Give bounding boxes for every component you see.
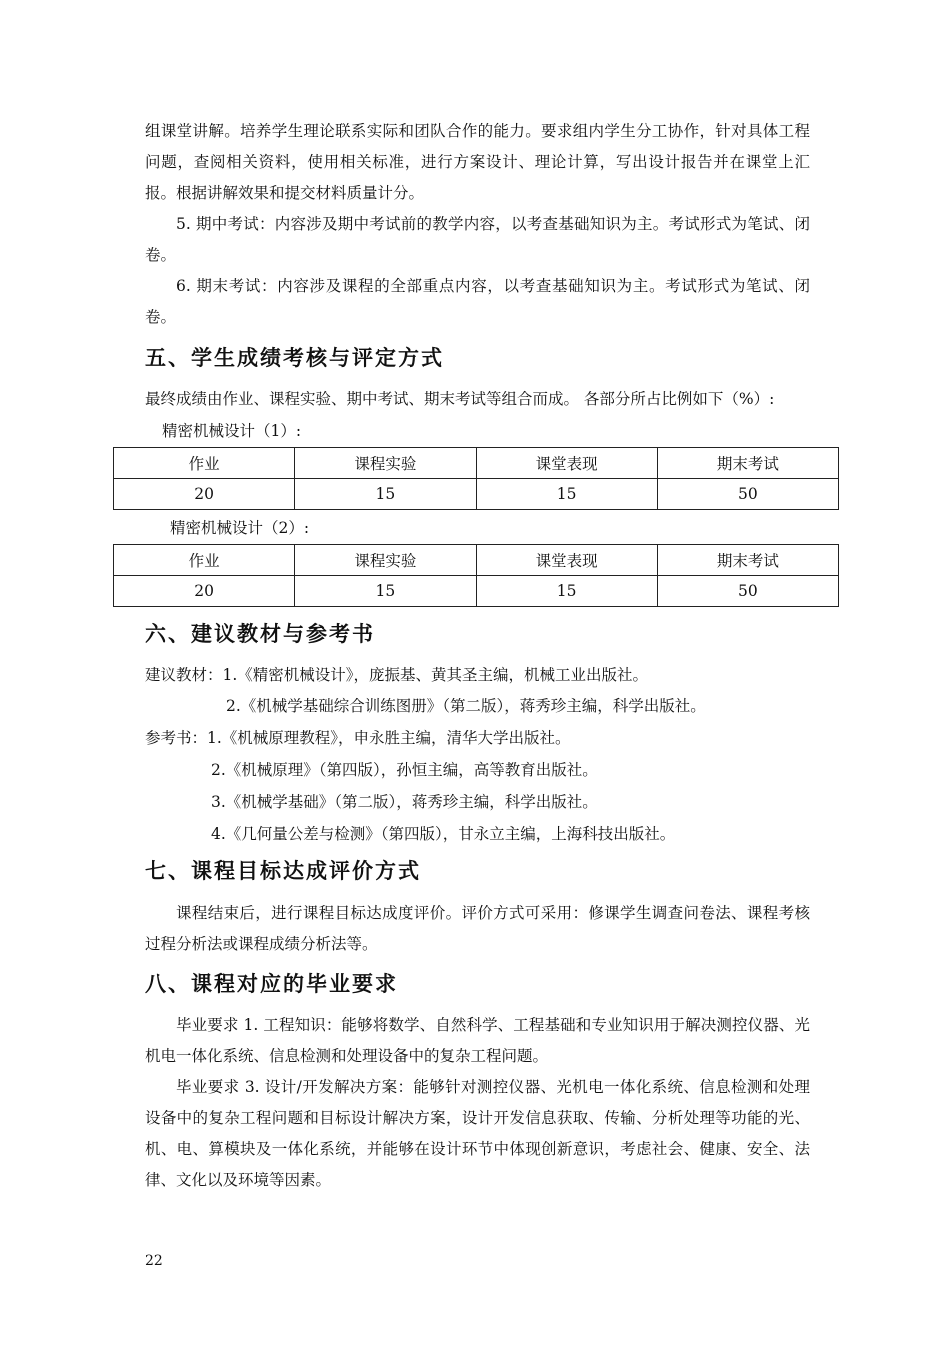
graduation-requirement-1: 毕业要求 1. 工程知识：能够将数学、自然科学、工程基础和专业知识用于解决测控仪器、光机电一体化系统、信息检测和处理设备中的复杂工程问题。: [145, 1016, 810, 1065]
table-cell: 20: [114, 479, 295, 510]
table-row: [114, 479, 839, 510]
table-header-cell: 期末考试: [657, 448, 838, 479]
table-header-cell: 期末考试: [657, 545, 838, 576]
assessment-item-final: 6. 期末考试：内容涉及课程的全部重点内容，以考查基础知识为主。考试形式为笔试、闭卷。: [145, 277, 810, 326]
section-8-heading: 八、课程对应的毕业要求: [145, 972, 398, 996]
assessment-item-midterm: 5. 期中考试：内容涉及期中考试前的教学内容，以考查基础知识为主。考试形式为笔试、闭卷。: [145, 215, 810, 264]
textbook-item: 2.《机械学基础综合训练图册》（第二版），蒋秀珍主编，科学出版社。: [226, 697, 706, 715]
table-cell: 15: [476, 576, 657, 607]
grade-composition-intro: 最终成绩由作业、课程实验、期中考试、期末考试等组合而成。 各部分所占比例如下（%）:: [145, 390, 775, 408]
reference-prefix: 参考书：: [145, 729, 208, 747]
table-cell: 15: [295, 576, 476, 607]
reference-item: 2.《机械原理》（第四版），孙恒主编，高等教育出版社。: [211, 761, 598, 779]
graduation-requirement-3: 毕业要求 3. 设计/开发解决方案：能够针对测控仪器、光机电一体化系统、信息检测和处理设备中的复杂工程问题和目标设计解决方案，设计开发信息获取、传输、分析处理等功能的光、机、电、算模块及一体化系统，并能够在设计环节中体现创新意识，考虑社会、健康、安全、法律、文化以及环境等因素。: [145, 1078, 810, 1189]
textbook-prefix: 建议教材：: [145, 666, 223, 684]
table-cell: 15: [476, 479, 657, 510]
table-header-row: [114, 545, 839, 576]
evaluation-method-text: 课程结束后，进行课程目标达成度评价。评价方式可采用：修课学生调查问卷法、课程考核过程分析法或课程成绩分析法等。: [145, 904, 810, 953]
grade-table-2: [113, 544, 839, 607]
table-header-cell: 课程实验: [295, 545, 476, 576]
reference-item: 4.《几何量公差与检测》（第四版），甘永立主编，上海科技出版社。: [211, 825, 676, 843]
textbook-item: 1.《精密机械设计》，庞振基、黄其圣主编，机械工业出版社。: [222, 666, 649, 684]
table-header-cell: 课堂表现: [476, 545, 657, 576]
table-cell: 20: [114, 576, 295, 607]
reference-item: 1.《机械原理教程》，申永胜主编，清华大学出版社。: [207, 729, 571, 747]
assessment-paragraph-continued: 组课堂讲解。培养学生理论联系实际和团队合作的能力。要求组内学生分工协作，针对具体工程问题，查阅相关资料，使用相关标准，进行方案设计、理论计算，写出设计报告并在课堂上汇报。根据讲解效果和提交材料质量计分。: [145, 122, 810, 202]
table-cell: 50: [657, 479, 838, 510]
table-header-cell: 课堂表现: [476, 448, 657, 479]
grade-table-1: [113, 447, 839, 510]
table-row: [114, 576, 839, 607]
table-cell: 15: [295, 479, 476, 510]
table-cell: 50: [657, 576, 838, 607]
section-6-heading: 六、建议教材与参考书: [145, 622, 375, 646]
table1-caption: 精密机械设计（1）:: [162, 422, 302, 440]
section-5-heading: 五、学生成绩考核与评定方式: [145, 346, 444, 370]
reference-item: 3.《机械学基础》（第二版），蒋秀珍主编，科学出版社。: [211, 793, 598, 811]
table-header-cell: 作业: [114, 545, 295, 576]
table2-caption: 精密机械设计（2）:: [170, 519, 310, 537]
section-7-heading: 七、课程目标达成评价方式: [145, 859, 421, 883]
table-header-row: [114, 448, 839, 479]
reference-line: [145, 726, 571, 750]
textbook-line: [145, 663, 648, 687]
page-number: 22: [145, 1253, 163, 1269]
table-header-cell: 课程实验: [295, 448, 476, 479]
table-header-cell: 作业: [114, 448, 295, 479]
